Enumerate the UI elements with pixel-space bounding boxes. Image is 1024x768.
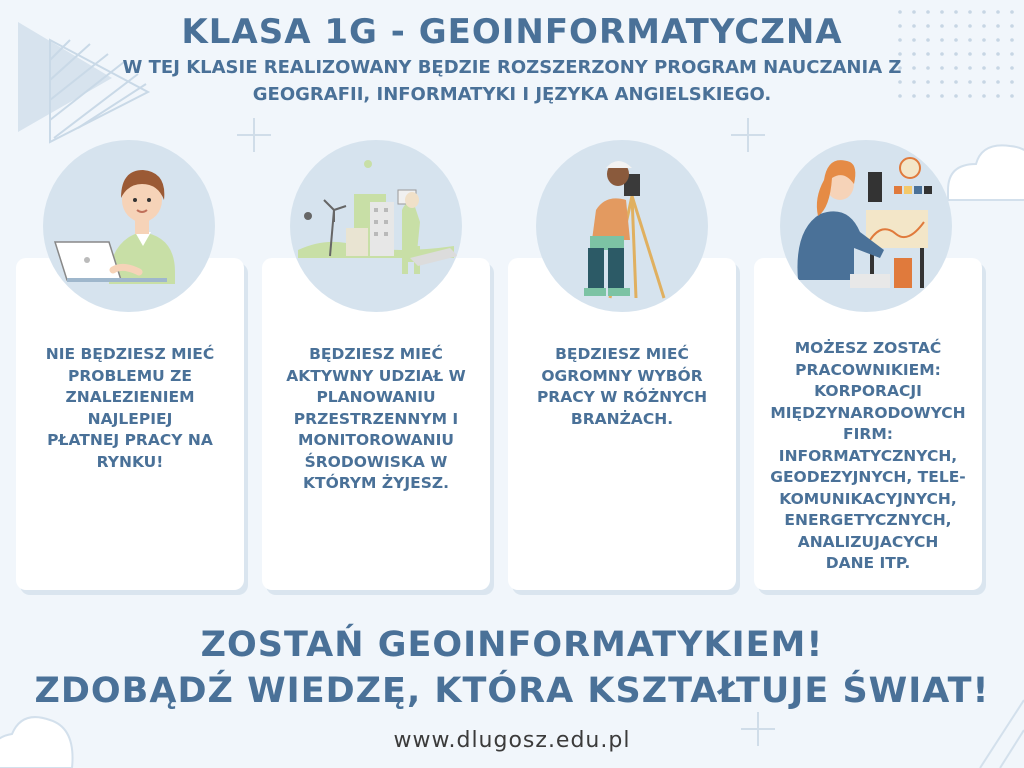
- cloud-shape: [948, 145, 1024, 200]
- card-text-line: PRZESTRZENNYM I: [293, 409, 459, 428]
- card-text-line: MOŻESZ ZOSTAĆ: [794, 339, 942, 357]
- subtitle-line: GEOGRAFII, INFORMATYKI I JĘZYKA ANGIELSKIEGO.: [252, 84, 772, 105]
- card-text-line: MONITOROWANIU: [298, 431, 454, 449]
- card-text: [762, 338, 974, 575]
- card-text-line: GEODEZYJNYCH, TELE-: [770, 468, 966, 486]
- subtitle-line: W TEJ KLASIE REALIZOWANY BĘDZIE ROZSZERZONY PROGRAM NAUCZANIA Z: [122, 57, 902, 78]
- card-text-line: NIE BĘDZIESZ MIEĆ: [45, 345, 215, 363]
- card-text: [24, 344, 236, 473]
- cta-headline: ZOSTAŃ GEOINFORMATYKIEM!: [200, 625, 824, 665]
- card-text-line: PRACOWNIKIEM:: [795, 360, 941, 379]
- card-text-line: NAJLEPIEJ: [87, 409, 173, 428]
- city-planner-illustration: [290, 140, 462, 312]
- card-text-line: ŚRODOWISKA W: [304, 452, 448, 471]
- card-text-line: RYNKU!: [96, 452, 164, 471]
- card-text-line: AKTYWNY UDZIAŁ W: [286, 366, 466, 385]
- card-text-line: PLANOWANIU: [316, 388, 436, 406]
- card-text-line: BRANŻACH.: [570, 409, 674, 428]
- card-text: [270, 344, 482, 495]
- card-text-line: INFORMATYCZNYCH,: [778, 446, 958, 465]
- card-text-line: DANE ITP.: [825, 554, 911, 572]
- card-text-line: OGROMNY WYBÓR: [541, 366, 703, 385]
- card-text-line: KOMUNIKACYJNYCH,: [779, 489, 957, 508]
- card-text: [516, 344, 728, 430]
- card-text-line: PŁATNEJ PRACY NA: [47, 431, 213, 449]
- page-subtitle: [30, 54, 994, 108]
- page-title: KLASA 1G - GEOINFORMATYCZNA: [181, 12, 843, 52]
- card-text-line: FIRM:: [843, 425, 893, 443]
- card-text-line: ENERGETYCZNYCH,: [784, 511, 952, 529]
- surveyor-illustration: [536, 140, 708, 312]
- analyst-illustration: [780, 140, 952, 312]
- card-text-line: KTÓRYM ŻYJESZ.: [302, 474, 449, 492]
- card-text-line: PROBLEMU ZE: [68, 366, 192, 385]
- card-text-line: MIĘDZYNARODOWYCH: [770, 403, 966, 422]
- laptop-worker-illustration: [43, 140, 215, 312]
- card-text-line: KORPORACJI: [814, 382, 922, 400]
- website-link[interactable]: www.dlugosz.edu.pl: [393, 728, 631, 753]
- card-text-line: BĘDZIESZ MIEĆ: [555, 345, 689, 363]
- card-text-line: ZNALEZIENIEM: [65, 388, 195, 406]
- card-text-line: PRACY W RÓŻNYCH: [536, 388, 708, 406]
- cta-headline: ZDOBĄDŹ WIEDZĘ, KTÓRA KSZTAŁTUJE ŚWIAT!: [34, 671, 990, 711]
- card-text-line: ANALIZUJACYCH: [797, 532, 939, 551]
- card-text-line: BĘDZIESZ MIEĆ: [309, 345, 443, 363]
